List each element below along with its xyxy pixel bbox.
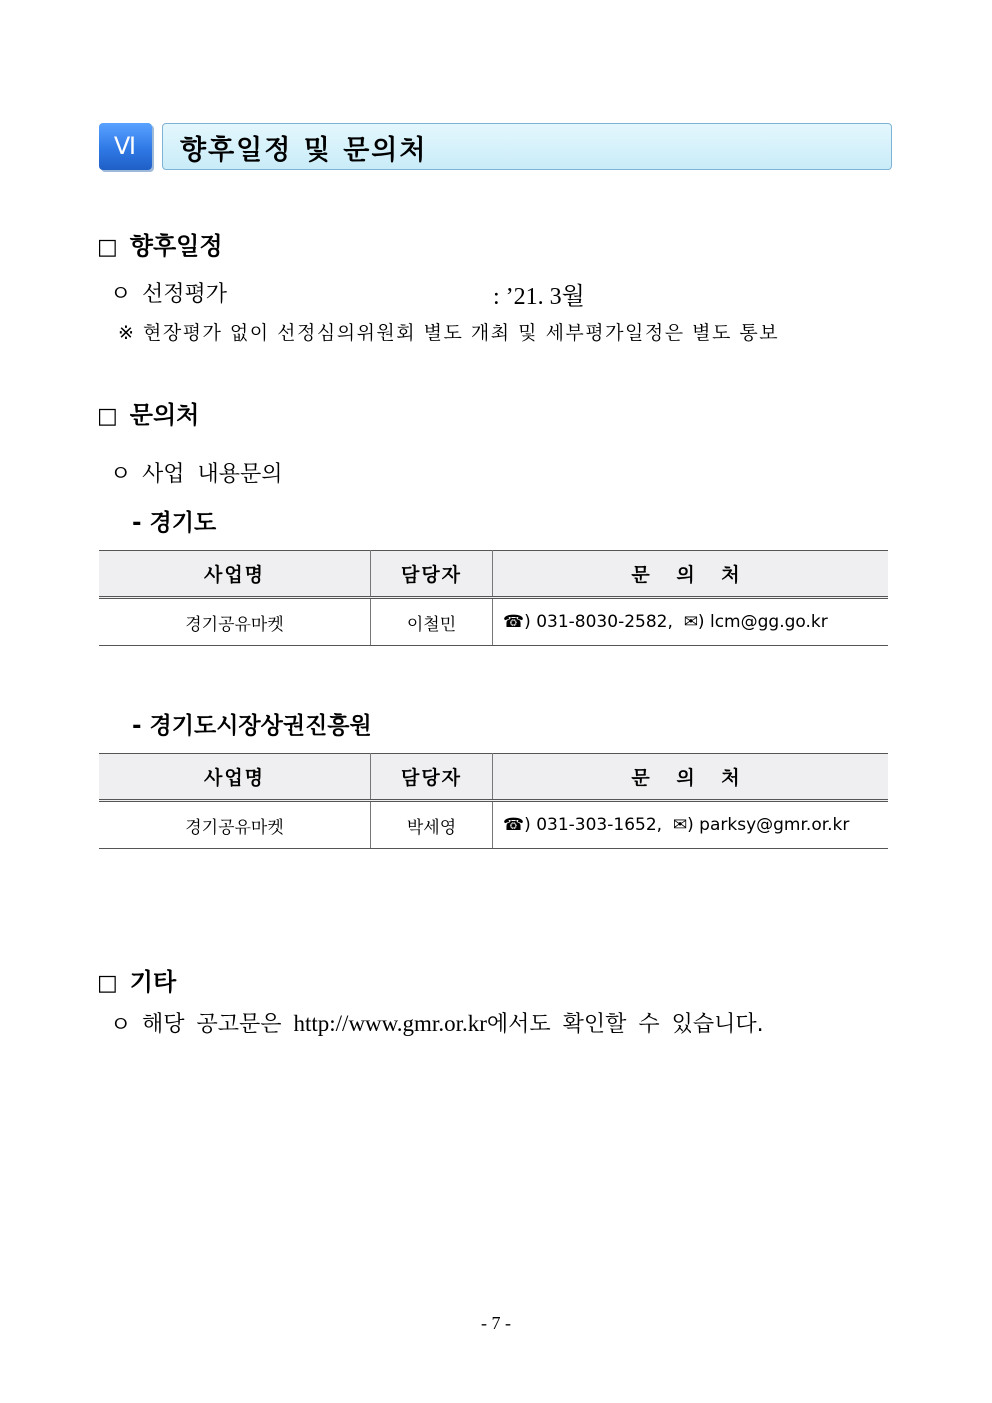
- cell-manager: 이철민: [371, 598, 493, 646]
- etc-heading-text: 기타: [129, 968, 177, 996]
- cell-project: 경기공유마켓: [99, 801, 371, 849]
- contact-table-gyeonggi: [99, 550, 888, 646]
- contact-table-gmr: [99, 753, 888, 849]
- etc-heading: [97, 962, 176, 997]
- schedule-note: ※ 현장평가 없이 선정심의위원회 별도 개최 및 세부평가일정은 별도 통보: [118, 322, 780, 344]
- section-title: 향후일정 및 문의처: [180, 135, 428, 166]
- phone-icon: ☎): [503, 612, 531, 632]
- phone-number: 031-8030-2582,: [536, 612, 673, 632]
- col-header-project: 사업명: [99, 754, 371, 801]
- contact-heading-text: 문의처: [129, 401, 200, 429]
- contact-item-label: 사업 내용문의: [142, 462, 283, 487]
- col-header-manager: 담당자: [371, 754, 493, 801]
- mail-icon: ✉): [672, 815, 694, 835]
- etc-item-suffix: 에서도 확인할 수 있습니다.: [486, 1012, 764, 1037]
- mail-icon: ✉): [683, 612, 705, 632]
- col-header-manager: 담당자: [371, 551, 493, 598]
- etc-item-url[interactable]: http://www.gmr.or.kr: [293, 1011, 487, 1036]
- schedule-item-value: : ’21. 3월: [493, 284, 585, 310]
- table-row: [99, 801, 888, 849]
- etc-item: [142, 1007, 764, 1038]
- cell-contact: [493, 801, 889, 849]
- bullet-icon: ㅇ: [110, 462, 132, 487]
- bullet-icon: ㅇ: [110, 282, 132, 307]
- section-number-badge: Ⅵ: [99, 123, 152, 170]
- email-link[interactable]: lcm@gg.go.kr: [709, 612, 828, 632]
- col-header-contact: 문 의 처: [493, 754, 889, 801]
- square-bullet-icon: □: [97, 235, 118, 260]
- square-bullet-icon: □: [97, 971, 118, 996]
- phone-icon: ☎): [503, 815, 531, 835]
- contact-org-gyeonggi: - 경기도: [132, 510, 217, 536]
- cell-project: 경기공유마켓: [99, 598, 371, 646]
- phone-number: 031-303-1652,: [536, 815, 663, 835]
- schedule-heading: [97, 226, 223, 261]
- cell-contact: [493, 598, 889, 646]
- contact-org-gmr: - 경기도시장상권진흥원: [132, 713, 372, 739]
- table-row: [99, 598, 888, 646]
- contact-heading: [97, 395, 199, 430]
- email-link[interactable]: parksy@gmr.or.kr: [699, 815, 850, 835]
- bullet-icon: ㅇ: [110, 1013, 132, 1038]
- col-header-contact: 문 의 처: [493, 551, 889, 598]
- schedule-heading-text: 향후일정: [129, 232, 223, 260]
- square-bullet-icon: □: [97, 404, 118, 429]
- schedule-item-label: 선정평가: [142, 282, 228, 307]
- page-number: - 7 -: [481, 1313, 511, 1333]
- col-header-project: 사업명: [99, 551, 371, 598]
- cell-manager: 박세영: [371, 801, 493, 849]
- etc-item-prefix: 해당 공고문은: [142, 1012, 294, 1037]
